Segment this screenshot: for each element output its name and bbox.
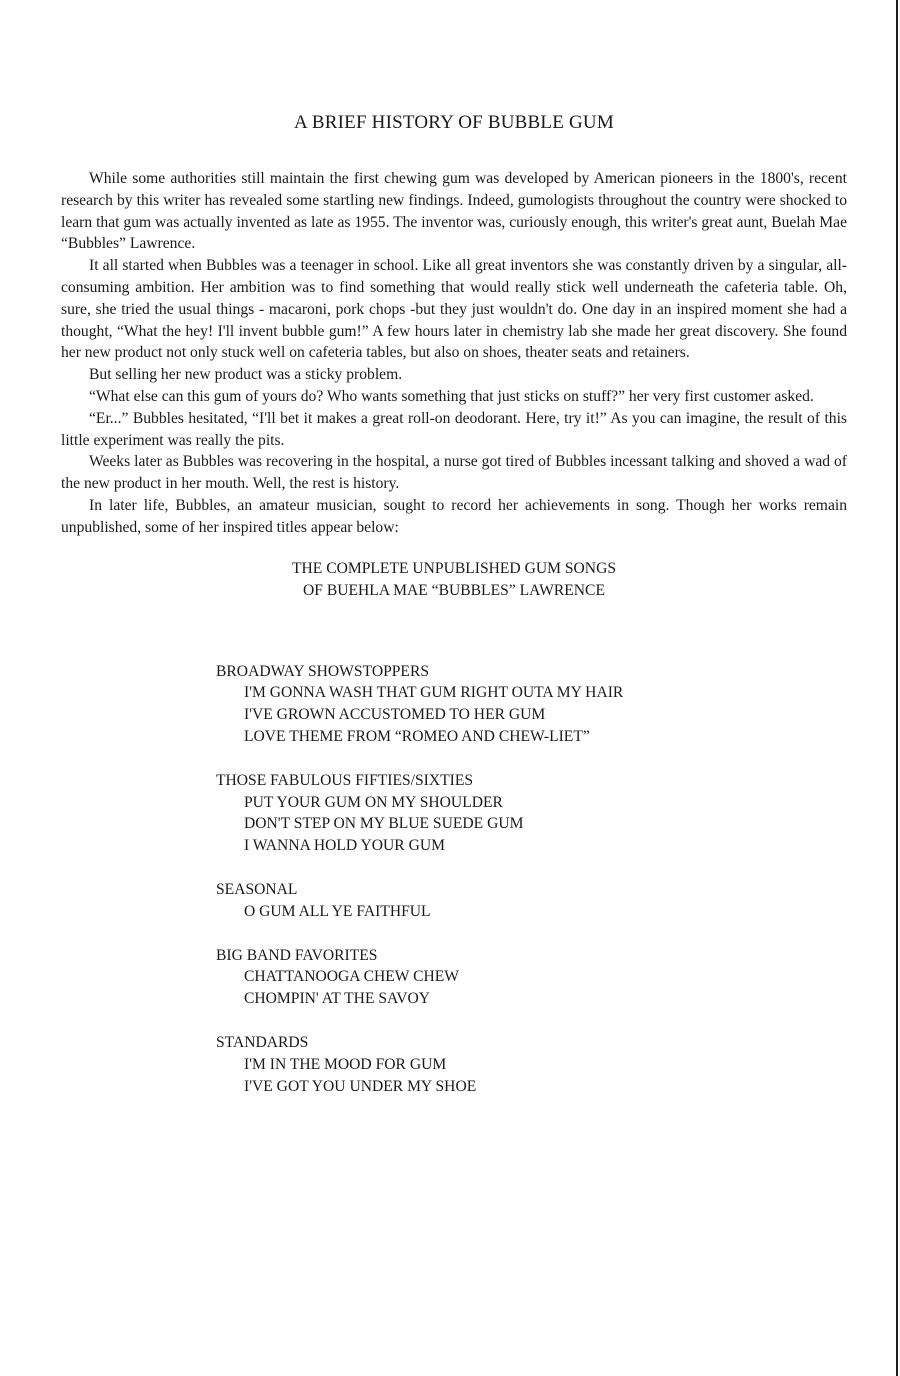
paragraph: In later life, Bubbles, an amateur musician, sought to record her achievements in song. Though her works remain unpublished, some of her inspired titles appear below:	[61, 496, 847, 536]
song-category	[216, 879, 847, 923]
songs-heading	[61, 558, 847, 602]
song-category	[216, 770, 847, 857]
category-name: SEASONAL	[216, 880, 298, 898]
paragraph: It all started when Bubbles was a teenager in school. Like all great inventors she was constantly driven by a singular, all-consuming ambition. Her ambition was to find something that would really stick well underneath the cafeteria table. Oh, sure, she tried the usual things - macaroni, pork chops -but they just wouldn't do. One day in an inspired moment she had a thought, “What the hey! I'll invent bubble gum!” A few hours later in chemistry lab she made her great discovery. She found her new product not only stuck well on cafeteria tables, but also on shoes, theater seats and retainers.	[61, 257, 847, 362]
article-body	[61, 168, 847, 539]
song-title: PUT YOUR GUM ON MY SHOULDER	[244, 793, 503, 811]
song-title: LOVE THEME FROM “ROMEO AND CHEW-LIET”	[244, 727, 590, 745]
category-name: BIG BAND FAVORITES	[216, 946, 378, 964]
song-category	[216, 1032, 847, 1097]
paragraph: While some authorities still maintain the first chewing gum was developed by American pioneers in the 1800's, recent research by this writer has revealed some startling new findings. Indeed, gumologists throughout the country were shocked to learn that gum was actually invented as late as 1955. The inventor was, curiously enough, this writer's great aunt, Buelah Mae “Bubbles” Lawrence.	[61, 170, 847, 253]
category-name: THOSE FABULOUS FIFTIES/SIXTIES	[216, 771, 474, 789]
song-title: DON'T STEP ON MY BLUE SUEDE GUM	[244, 815, 524, 833]
page-edge-line	[896, 0, 898, 1376]
songs-heading-line: THE COMPLETE UNPUBLISHED GUM SONGS	[291, 559, 617, 577]
song-title: I'M IN THE MOOD FOR GUM	[244, 1055, 447, 1073]
song-title: CHOMPIN' AT THE SAVOY	[244, 990, 431, 1008]
song-title: I'VE GROWN ACCUSTOMED TO HER GUM	[244, 706, 546, 724]
paragraph: But selling her new product was a sticky problem.	[89, 366, 403, 384]
song-title: I'VE GOT YOU UNDER MY SHOE	[244, 1077, 477, 1095]
paragraph: “What else can this gum of yours do? Who wants something that just sticks on stuff?” her very first customer asked.	[89, 387, 814, 405]
document-page	[61, 112, 847, 1119]
song-title: I'M GONNA WASH THAT GUM RIGHT OUTA MY HAIR	[244, 684, 624, 702]
paragraph: Weeks later as Bubbles was recovering in the hospital, a nurse got tired of Bubbles incessant talking and shoved a wad of the new product in her mouth. Well, the rest is history.	[61, 453, 847, 493]
songs-heading-line: OF BUEHLA MAE “BUBBLES” LAWRENCE	[303, 581, 605, 599]
category-name: STANDARDS	[216, 1033, 309, 1051]
song-title: I WANNA HOLD YOUR GUM	[244, 837, 445, 855]
song-category	[216, 661, 847, 748]
song-title: CHATTANOOGA CHEW CHEW	[244, 968, 460, 986]
song-title: O GUM ALL YE FAITHFUL	[244, 902, 431, 920]
category-name: BROADWAY SHOWSTOPPERS	[216, 662, 430, 680]
song-category	[216, 945, 847, 1010]
song-list	[216, 661, 847, 1098]
document-title: A BRIEF HISTORY OF BUBBLE GUM	[294, 112, 614, 133]
paragraph: “Er...” Bubbles hesitated, “I'll bet it makes a great roll-on deodorant. Here, try it!” As you can imagine, the result of this little experiment was really the pits.	[61, 409, 847, 449]
